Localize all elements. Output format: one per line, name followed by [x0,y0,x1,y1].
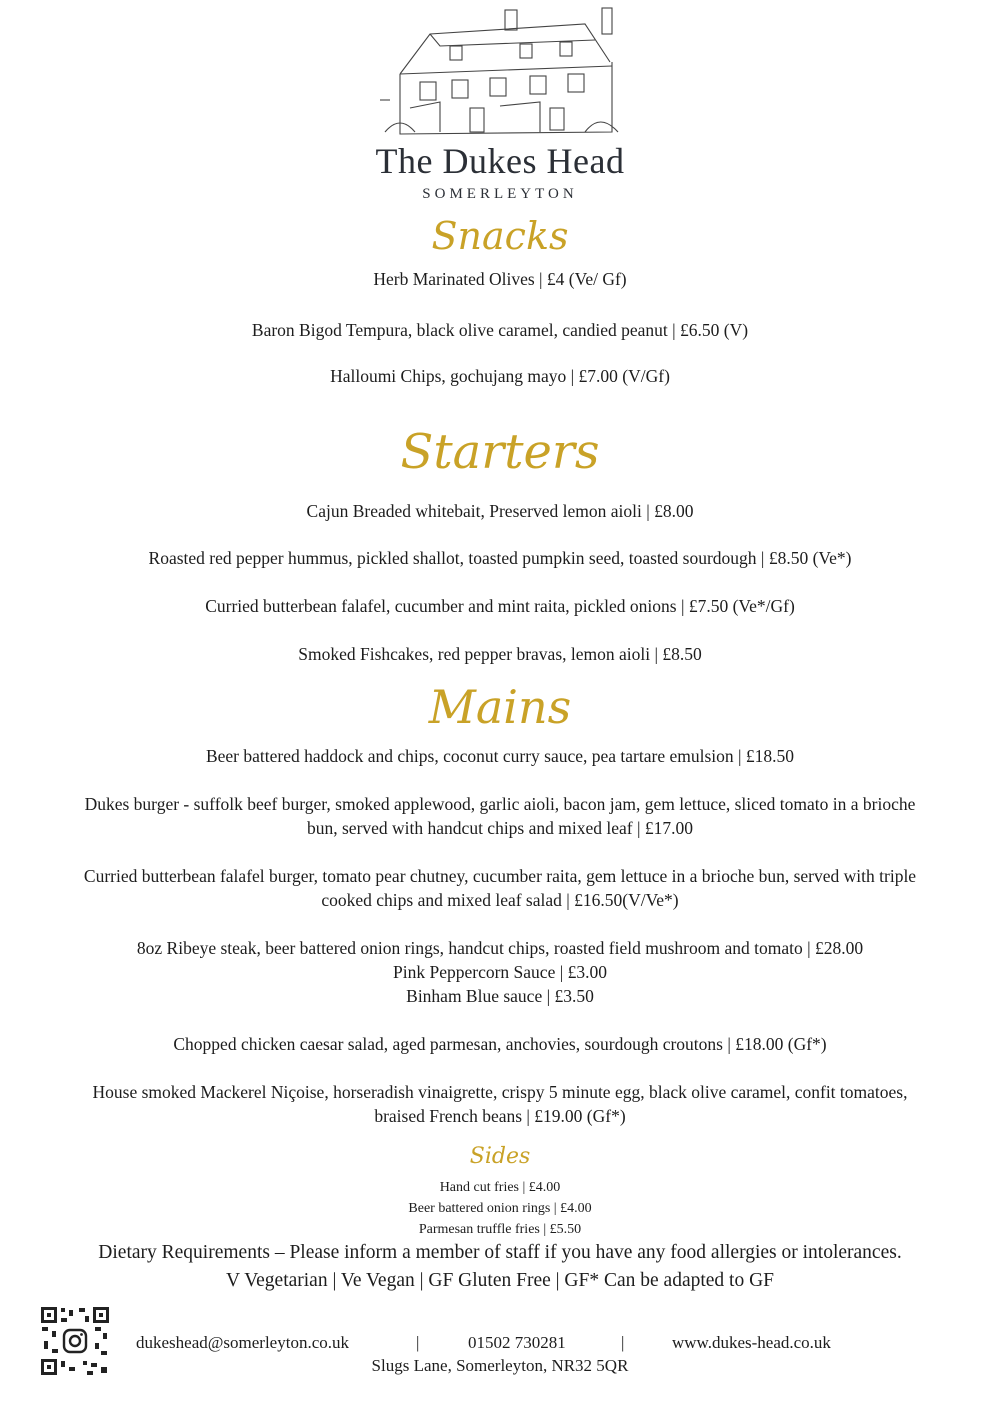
menu-item: Curried butterbean falafel, cucumber and mint raita, pickled onions | £7.50 (Ve*/Gf) [205,596,795,616]
footer-address: Slugs Lane, Somerleyton, NR32 5QR [371,1356,629,1375]
building-sketch-icon [380,4,620,140]
menu-item: Herb Marinated Olives | £4 (Ve/ Gf) [373,269,627,289]
menu-item [0,792,1000,840]
menu-item: Cajun Breaded whitebait, Preserved lemon aioli | £8.00 [306,501,694,521]
menu-item [0,864,1000,912]
menu-item-line: Dukes burger - suffolk beef burger, smoked applewood, garlic aioli, bacon jam, gem lettuce, sliced tomato in a brioche [84,794,916,814]
menu-item-line: cooked chips and mixed leaf salad | £16.50(V/Ve*) [321,890,679,910]
menu-item: Smoked Fishcakes, red pepper bravas, lemon aioli | £8.50 [298,644,702,664]
menu-item-line: Binham Blue sauce | £3.50 [406,986,594,1006]
menu-item: Roasted red pepper hummus, pickled shallot, toasted pumpkin seed, toasted sourdough | £8.50 (Ve*) [148,548,852,568]
menu-item [0,1032,1000,1056]
dietary-note: Dietary Requirements – Please inform a member of staff if you have any food allergies or intolerances. [98,1242,902,1263]
menu-item-line: bun, served with handcut chips and mixed leaf | £17.00 [307,818,693,838]
dietary-key: V Vegetarian | Ve Vegan | GF Gluten Free | GF* Can be adapted to GF [225,1270,775,1291]
menu-item-line: Beer battered haddock and chips, coconut curry sauce, pea tartare emulsion | £18.50 [205,746,795,766]
menu-item: Halloumi Chips, gochujang mayo | £7.00 (V/Gf) [330,366,670,386]
menu-item: Parmesan truffle fries | £5.50 [418,1222,582,1237]
section-heading-mains: Mains [428,680,572,734]
section-heading-snacks: Snacks [431,214,569,258]
menu-item [0,936,1000,1008]
menu-item: Hand cut fries | £4.00 [439,1180,561,1195]
menu-item: Beer battered onion rings | £4.00 [408,1201,592,1216]
menu-item-line: Pink Peppercorn Sauce | £3.00 [393,962,607,982]
instagram-icon [64,1330,86,1352]
footer-website[interactable]: www.dukes-head.co.uk [672,1333,831,1352]
menu-item [0,744,1000,768]
footer-phone[interactable]: 01502 730281 [468,1333,566,1352]
brand-name: The Dukes Head [375,141,625,181]
menu-item-line: Curried butterbean falafel burger, tomato pear chutney, cucumber raita, gem lettuce in a brioche bun, served with triple [83,866,917,886]
menu-item [0,1080,1000,1128]
footer-separator: | [621,1333,625,1352]
menu-item: Baron Bigod Tempura, black olive caramel, candied peanut | £6.50 (V) [251,320,749,340]
menu-item-line: Chopped chicken caesar salad, aged parmesan, anchovies, sourdough croutons | £18.00 (Gf*) [173,1034,827,1054]
brand-location: SOMERLEYTON [422,186,578,202]
section-heading-sides: Sides [469,1144,531,1169]
footer-email[interactable]: dukeshead@somerleyton.co.uk [136,1333,349,1352]
footer-separator: | [416,1333,420,1352]
menu-item-line: braised French beans | £19.00 (Gf*) [374,1106,626,1126]
menu-item-line: 8oz Ribeye steak, beer battered onion rings, handcut chips, roasted field mushroom and tomato | £28.00 [136,938,864,958]
menu-item-line: House smoked Mackerel Niçoise, horseradish vinaigrette, crispy 5 minute egg, black olive caramel, confit tomatoes, [92,1082,908,1102]
section-heading-starters: Starters [400,424,600,480]
